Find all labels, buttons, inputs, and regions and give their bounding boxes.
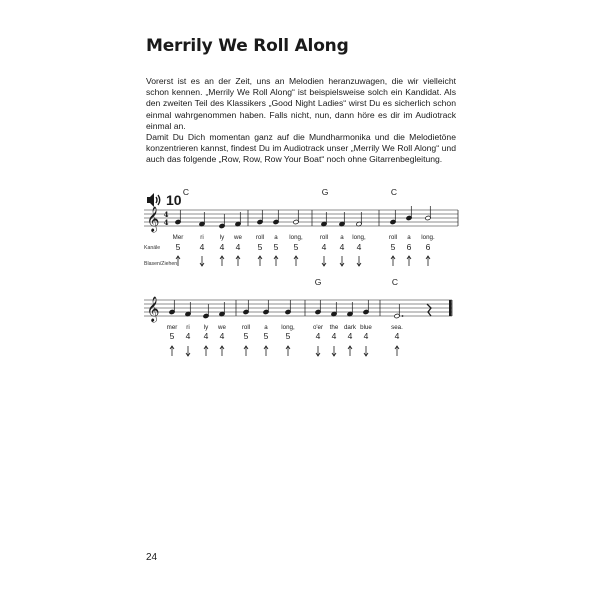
lyric-syllable: roll xyxy=(255,234,265,241)
time-signature-bottom: 4 xyxy=(163,218,169,227)
chord-symbol: G xyxy=(314,277,322,287)
channel-number: 5 xyxy=(169,331,175,341)
row-label-channels: Kanäle xyxy=(144,245,161,251)
final-bar-line xyxy=(449,300,451,316)
channel-number: 4 xyxy=(185,331,191,341)
channel-number: 4 xyxy=(394,331,400,341)
channel-number: 5 xyxy=(263,331,269,341)
lyric-syllable: o'er xyxy=(312,324,324,331)
song-title: Merrily We Roll Along xyxy=(146,36,349,56)
quarter-rest-icon xyxy=(427,304,431,316)
lyric-syllable: long, xyxy=(281,324,295,331)
chord-symbol: C xyxy=(390,187,398,197)
lyric-syllable: sea. xyxy=(391,324,403,331)
channel-number: 5 xyxy=(243,331,249,341)
channel-number: 4 xyxy=(331,331,337,341)
staff-system-1 xyxy=(144,187,458,267)
lyric-syllable: long. xyxy=(421,234,435,241)
page-number: 24 xyxy=(146,552,158,563)
channel-number: 5 xyxy=(390,242,396,252)
lyric-syllable: ri xyxy=(186,324,190,331)
treble-clef-icon: 𝄞 xyxy=(146,297,160,322)
chord-symbol: G xyxy=(321,187,329,197)
channel-number: 4 xyxy=(321,242,327,252)
lyric-syllable: a xyxy=(340,234,344,241)
channel-number: 4 xyxy=(315,331,321,341)
lyric-syllable: ly xyxy=(203,324,209,331)
lyric-syllable: ly xyxy=(219,234,225,241)
lyric-syllable: the xyxy=(329,324,339,331)
channel-number: 5 xyxy=(293,242,299,252)
lyric-syllable: Mer xyxy=(172,234,184,241)
channel-number: 4 xyxy=(347,331,353,341)
audio-track-number: 10 xyxy=(166,192,182,208)
lyric-syllable: a xyxy=(407,234,411,241)
lyric-syllable: we xyxy=(234,234,242,241)
lyric-syllable: dark xyxy=(343,324,357,331)
lyric-syllable: ri xyxy=(200,234,204,241)
chord-symbol: C xyxy=(391,277,399,287)
channel-number: 5 xyxy=(273,242,279,252)
channel-number: 4 xyxy=(219,331,225,341)
channel-number: 5 xyxy=(175,242,181,252)
channel-number: 5 xyxy=(285,331,291,341)
lyric-syllable: a xyxy=(264,324,268,331)
lyric-syllable: mer xyxy=(166,324,178,331)
channel-number: 5 xyxy=(257,242,263,252)
lyric-syllable: long, xyxy=(352,234,366,241)
chord-symbol: C xyxy=(182,187,190,197)
channel-number: 4 xyxy=(235,242,241,252)
lyric-syllable: roll xyxy=(319,234,329,241)
channel-number: 4 xyxy=(219,242,225,252)
intro-paragraph-1: Vorerst ist es an der Zeit, uns an Melodien heranzuwagen, die wir vielleicht schon kennen. „Merrily We Roll Along“ ist beispielsweise solch ein Kandidat. Als den zweiten Teil des Klassikers „Good Night Ladies“ wirst Du es sicherlich schon einmal wahrgenommen haben. Falls nicht, nun, dann höre es dir im Audiotrack einmal an. xyxy=(146,76,456,131)
intro-paragraph-2: Damit Du Dich momentan ganz auf die Mundharmonika und die Melodietöne konzentrieren kannst, findest Du im Audiotrack unser „Merrily We Roll Along“ und auch das folgende „Row, Row, Row Your Boat“ noch ohne Gitarrenbegleitung. xyxy=(146,132,456,165)
time-signature-top: 4 xyxy=(163,210,169,219)
lyric-syllable: long, xyxy=(289,234,303,241)
lyric-syllable: blue xyxy=(360,324,372,331)
channel-number: 6 xyxy=(406,242,412,252)
channel-number: 6 xyxy=(425,242,431,252)
row-label-blow-draw: Blasen/Ziehen xyxy=(144,261,178,267)
note-dot xyxy=(402,315,404,317)
channel-number: 4 xyxy=(339,242,345,252)
treble-clef-icon: 𝄞 xyxy=(146,207,160,232)
lyric-syllable: roll xyxy=(241,324,251,331)
channel-number: 4 xyxy=(199,242,205,252)
lyric-syllable: we xyxy=(218,324,226,331)
lyric-syllable: roll xyxy=(388,234,398,241)
staff-system-2 xyxy=(144,277,452,356)
channel-number: 4 xyxy=(203,331,209,341)
lyric-syllable: a xyxy=(274,234,278,241)
channel-number: 4 xyxy=(356,242,362,252)
channel-number: 4 xyxy=(363,331,369,341)
